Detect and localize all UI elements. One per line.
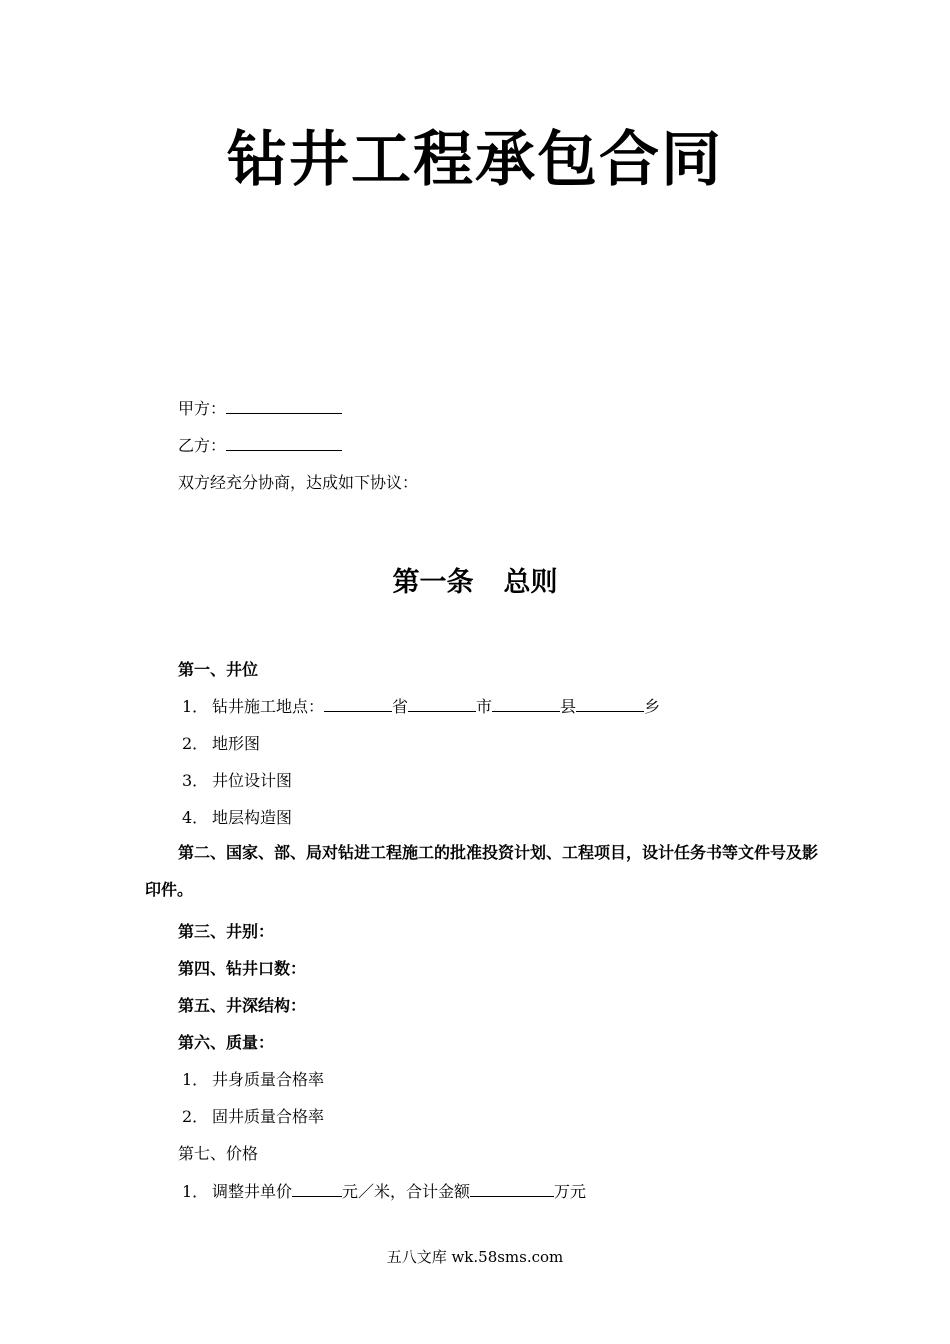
item-text: 井身质量合格率: [212, 1070, 325, 1089]
unit-sheng: 省: [392, 697, 409, 716]
party-a-line: [178, 396, 342, 419]
party-b-line: [178, 433, 342, 456]
article-heading: [0, 560, 950, 599]
item-text: 地层构造图: [212, 808, 293, 827]
party-b-label: 乙方：: [178, 436, 227, 455]
blank-shi: [408, 697, 476, 712]
section-1-item-4: [178, 805, 292, 828]
item-number: 4．: [182, 808, 209, 827]
total-unit: 万元: [554, 1182, 587, 1201]
section-5-heading: 第五、井深结构：: [178, 996, 307, 1015]
section-1-item-2: [178, 731, 260, 754]
section-7-heading: 第七、价格: [178, 1144, 259, 1163]
blank-xiang: [576, 697, 644, 712]
unit-price-blank: [292, 1182, 342, 1197]
blank-sheng: [324, 697, 392, 712]
section-6-item-1: [178, 1067, 324, 1090]
item-number: 1．: [182, 697, 209, 716]
total-blank: [470, 1182, 554, 1197]
blank-xian: [492, 697, 560, 712]
item-text: 固井质量合格率: [212, 1107, 325, 1126]
section-1-item-1: [178, 694, 660, 717]
total-label: 元／米，合计金额: [342, 1182, 471, 1201]
item-number: 2．: [182, 1107, 209, 1126]
section-7-item-1: [178, 1179, 586, 1202]
intro-text: 双方经充分协商，达成如下协议：: [178, 473, 419, 492]
unit-xiang: 乡: [644, 697, 661, 716]
section-1-heading: 第一、井位: [178, 660, 259, 679]
document-title: 钻井工程承包合同: [227, 125, 723, 195]
party-b-blank: [226, 436, 342, 451]
item-number: 3．: [182, 771, 209, 790]
article-label: 第一条: [392, 567, 474, 598]
section-3-heading: 第三、井别：: [178, 922, 275, 941]
section-6-item-2: [178, 1104, 324, 1127]
party-a-blank: [226, 399, 342, 414]
section-4-heading: 第四、钻井口数：: [178, 959, 307, 978]
item-label: 钻井施工地点：: [212, 697, 325, 716]
section-2-paragraph: 第二、国家、部、局对钻进工程施工的批准投资计划、工程项目，设计任务书等文件号及影印件。: [145, 843, 819, 899]
party-a-label: 甲方：: [178, 399, 227, 418]
unit-price-label: 调整井单价: [212, 1182, 293, 1201]
section-6-heading: 第六、质量：: [178, 1033, 275, 1052]
item-number: 2．: [182, 734, 209, 753]
footer-watermark: 五八文库 wk.58sms.com: [386, 1248, 564, 1266]
unit-xian: 县: [560, 697, 577, 716]
section-1-item-3: [178, 768, 292, 791]
item-text: 地形图: [212, 734, 261, 753]
item-text: 井位设计图: [212, 771, 293, 790]
unit-shi: 市: [476, 697, 493, 716]
article-name: 总则: [503, 567, 558, 598]
item-number: 1．: [182, 1182, 209, 1201]
item-number: 1．: [182, 1070, 209, 1089]
